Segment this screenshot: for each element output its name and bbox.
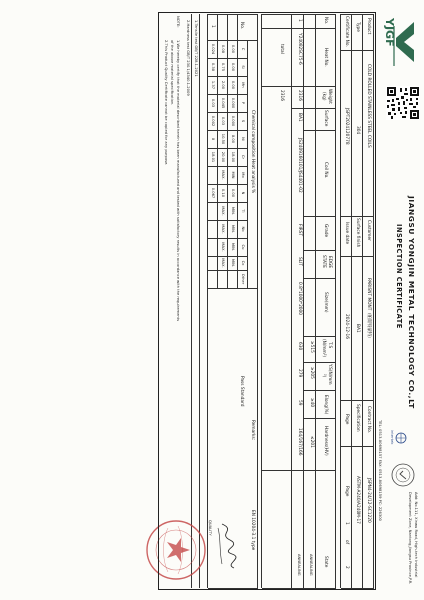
chem-row-no: 1	[210, 25, 215, 28]
th-edge: EDGE	[327, 256, 332, 269]
chem-min-8: 0.00	[231, 188, 235, 198]
hardness-spec: ≤201	[309, 436, 314, 448]
customer-value: PARISNT MONT（帕斯特蒙特）	[366, 278, 371, 341]
chem-title: Chemical composition Heat analysis %	[250, 110, 255, 194]
chem-min-11: MIN.	[231, 242, 235, 252]
pass-standard: Pass Standard	[239, 376, 244, 407]
ys-spec: ≥205	[309, 367, 314, 379]
note-2: 2.This Product Quality Certificate cannot be copied for any purpose.	[164, 40, 168, 166]
row-coil-no: JS2409160101/JS4401-02	[297, 138, 302, 193]
chem-element-10: Nb	[241, 226, 245, 232]
chem-element-7: Mo	[241, 172, 245, 178]
th-state: State	[323, 556, 328, 568]
chem-max-6: 20.00	[221, 151, 225, 163]
chem-value-1: 0.38	[211, 62, 215, 72]
chem-min-7: MIN	[231, 171, 235, 179]
th-grade: Grade	[323, 224, 328, 238]
chem-max-11: MAX.	[221, 242, 225, 252]
page-of: of	[344, 540, 349, 545]
total-label: total	[279, 44, 284, 54]
issue-date-value: 2024-12-16	[344, 314, 349, 339]
chem-max-12: MAX.	[221, 258, 225, 268]
chem-min-2: 0.00	[231, 80, 235, 90]
logo-text: YJGF	[383, 18, 396, 47]
document-title: INSPECTION CERTIFICATE	[395, 224, 403, 329]
state-annealing-head: ANNEALING	[309, 554, 313, 576]
row-size: 0.8*1000*2000	[297, 282, 302, 316]
en-standard-ref: EN 10204-3.1 type	[250, 510, 255, 551]
chem-element-0: C	[241, 47, 245, 51]
chem-min-1: 0.00	[231, 62, 235, 72]
row-weight: 2316	[297, 90, 302, 101]
chem-max-2: 2.00	[221, 80, 225, 90]
page-total: 2	[344, 566, 349, 569]
chem-min-4: 0.000	[231, 115, 235, 127]
contract-value: JSPN4-24/12-SC1220	[366, 478, 371, 523]
type-label: Type	[355, 22, 360, 32]
type-value: 304	[355, 126, 360, 135]
company-tel-fax: TEL: 0513-80698157 FAX: 0513-80698159 PC: 226300	[378, 420, 382, 521]
remarks-label: Remarks:	[250, 420, 255, 441]
row-ts: 630	[297, 342, 302, 351]
th-edge-state: STATE	[321, 255, 326, 268]
th-ys-unit: ²)	[321, 374, 326, 378]
certificate-label: Certificate No.	[344, 16, 349, 47]
chem-value-3: 0.03	[211, 98, 215, 108]
standard-line-a: 1.Tensile test GB/T 228.1-2021	[194, 20, 198, 77]
product-value: COLD ROLLED STAINLESS STEEL COILS	[366, 64, 371, 148]
chem-min-9: MIN.	[231, 206, 235, 216]
th-no: No.	[323, 17, 328, 25]
th-weight: Weight	[327, 89, 332, 104]
chem-max-3: 0.045	[221, 97, 225, 109]
chem-element-9: Ti	[241, 209, 245, 213]
chem-max-9: MAX.	[221, 206, 225, 216]
chem-element-6: Cr	[241, 154, 245, 160]
chem-min-0: 0.00	[231, 44, 235, 54]
chem-min-6: 18.00	[231, 151, 235, 163]
ts-spec: ≥515	[309, 341, 314, 353]
th-hardness: Hardness(HV)	[323, 426, 328, 456]
note-1b: of the above material specification.	[170, 40, 174, 106]
chem-element-13: Other	[241, 273, 245, 285]
customer-label: Customer	[366, 220, 371, 241]
specification-value: ASTM-A240/A240M-17	[355, 476, 360, 524]
certificate-value: JSPT2024120778	[344, 108, 349, 145]
chem-value-8: 0.067	[211, 187, 215, 199]
standard-line-b: 2.Hardness test GB/T 230.1/4340.1-2009	[186, 20, 190, 96]
specification-label: Specification	[355, 404, 360, 432]
chem-max-5: 10.50	[221, 133, 225, 145]
th-surface: Surface	[323, 110, 328, 127]
row-no: 1	[297, 19, 302, 22]
chem-value-6: 18.01	[211, 151, 215, 163]
row-edge-state: SLIT	[297, 257, 302, 267]
qr-code	[386, 86, 420, 120]
chem-max-0: 0.08	[221, 44, 225, 54]
chem-max-4: 0.03	[221, 116, 225, 126]
contract-label: Contract No.	[366, 406, 371, 433]
chem-element-11: Cu	[241, 244, 245, 250]
chem-element-5: Ni	[241, 137, 245, 141]
company-address-1: Add: No.111, Xinwu Road, High-tech Industrial	[414, 492, 418, 578]
th-ts: T.S	[327, 342, 332, 349]
elong-spec: ≥40	[309, 398, 314, 408]
note-1: 1.We hereby certify that the material described herein has been manufactured and tested with satisfactory results in accordance with the requirements	[176, 40, 180, 322]
chem-value-5: 8	[211, 137, 215, 141]
th-ys: Y.S(N/mm	[327, 364, 332, 385]
note-label: NOTE:	[176, 16, 180, 28]
chem-element-4: S	[241, 119, 245, 123]
chem-max-10: MAX.	[221, 224, 225, 234]
quality-sign-label: QUALITY	[208, 520, 212, 536]
chem-element-2: Mn	[241, 82, 245, 88]
th-ts-unit: (N/mm²)	[321, 339, 326, 358]
seal-icon	[390, 462, 416, 488]
chem-max-7: MAX.	[221, 170, 225, 180]
th-elong: Elong(%)	[323, 395, 328, 415]
chem-max-8: 0.10	[221, 188, 225, 198]
th-heat-no: Heat No.	[323, 48, 328, 67]
row-state: ANNEALING	[297, 554, 301, 576]
th-size: Size(mm)	[323, 292, 328, 313]
chem-element-1: Si	[241, 65, 245, 69]
row-heat-no: Y24082SC75-6	[297, 33, 302, 65]
page-value: 1	[344, 522, 349, 525]
th-weight-unit: (kg)	[321, 92, 326, 101]
chem-min-5: 8.00	[231, 134, 235, 144]
row-ys: 279	[297, 369, 302, 378]
row-grade: FIRST	[297, 224, 302, 237]
chem-min-12: MIN.	[231, 258, 235, 268]
chem-value-0: 0.024	[211, 43, 215, 55]
chem-no-label: No.	[239, 22, 244, 30]
certification-seal	[390, 462, 416, 488]
chem-value-4: 0.002	[211, 115, 215, 127]
chem-max-1: 0.75	[221, 62, 225, 72]
issue-date-label: Issue date	[344, 222, 349, 245]
th-coil-no: Coil No.	[323, 162, 328, 179]
chem-value-2: 1.37	[211, 80, 215, 90]
product-label: Product	[366, 18, 371, 35]
surface-finish-value: BA1	[355, 324, 360, 333]
chem-min-10: MIN.	[231, 224, 235, 234]
total-weight: 2316	[279, 90, 284, 101]
chem-element-3: P	[241, 101, 245, 105]
row-elong: 59	[297, 400, 302, 406]
row-hardness: 164/167/166	[297, 428, 302, 456]
page-label-2: Page	[344, 486, 349, 497]
company-address-2: Development Zone, Nantong,Jiangsu Province,P.R.	[408, 492, 412, 585]
chem-min-3: 0.000	[231, 97, 235, 109]
intertek-label: intertek	[390, 430, 394, 445]
chem-element-8: N	[241, 191, 245, 195]
company-name: JIANGSU YONGJIN METAL TECHNOLOGY CO.,LT	[407, 196, 416, 409]
row-surface: BA1	[297, 113, 302, 122]
page-label: Page	[344, 414, 349, 425]
surface-finish-label: Surface finish	[355, 218, 360, 248]
chem-element-12: Co	[241, 260, 245, 266]
